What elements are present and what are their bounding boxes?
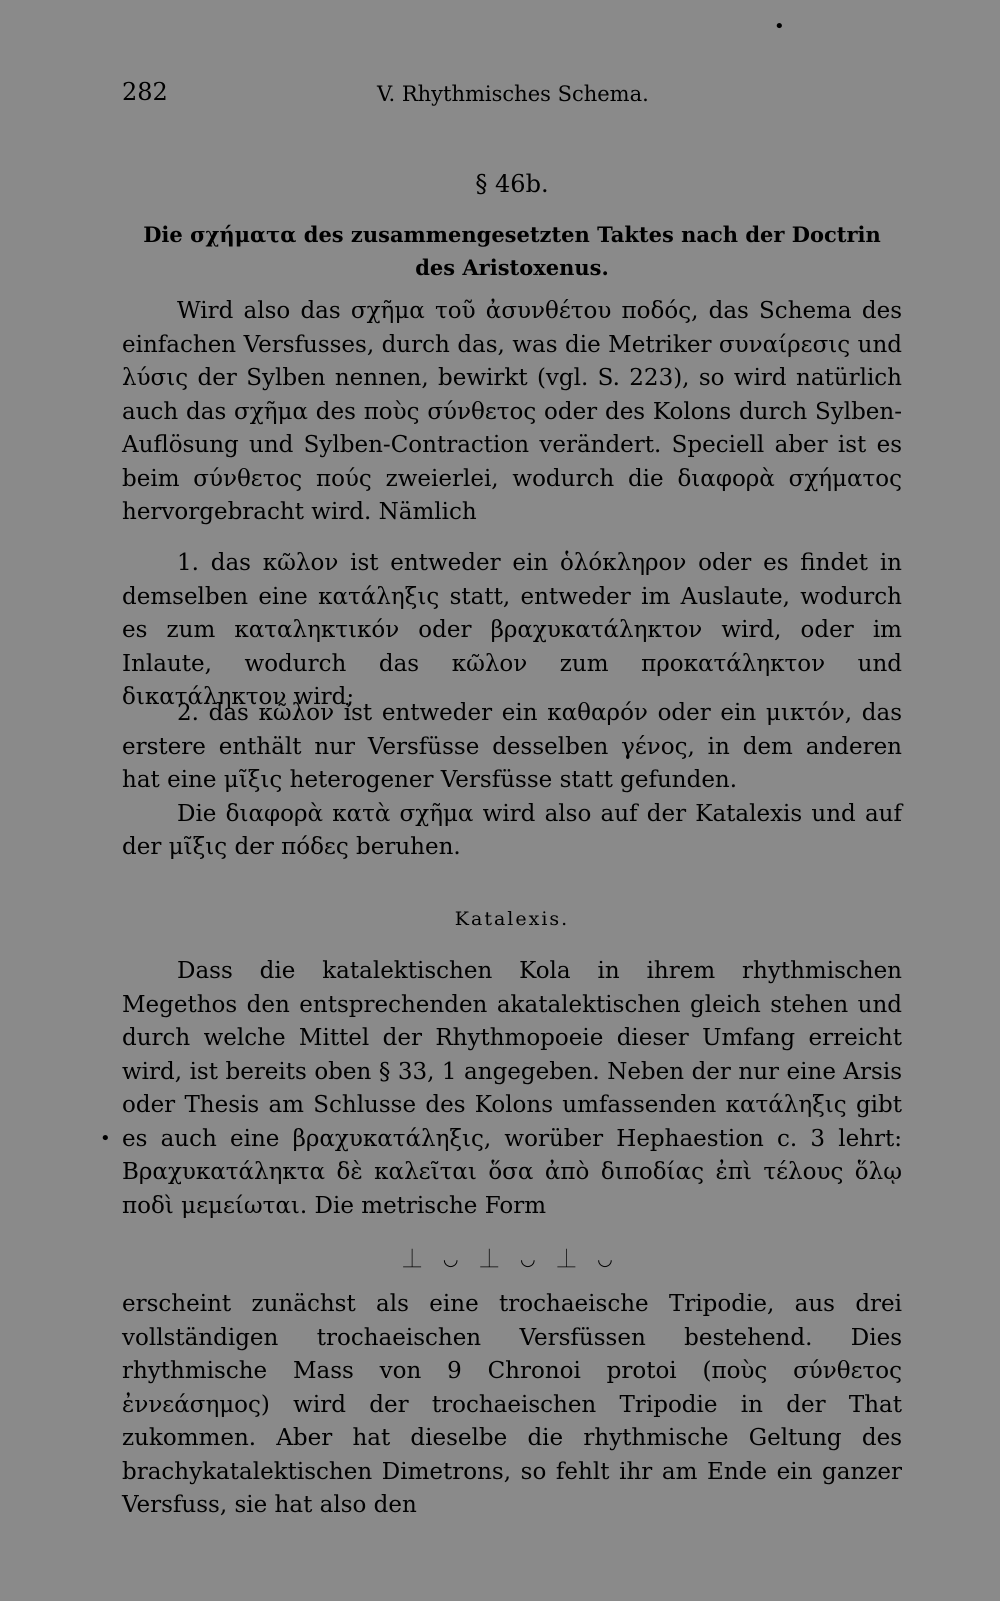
section-number: § 46b. — [475, 170, 549, 198]
paragraph-5: Dass die katalektischen Kola in ihrem rhythmischen Megethos den entsprechenden akatalektischen gleich stehen und durch welche Mittel der Rhythmopoeie dieser Umfang erreicht wird, ist bereits oben § 33, 1 angegeben. Neben der nur eine Arsis oder Thesis am Schlusse des Kolons umfassenden κατάληξις gibt es auch eine βραχυκατάληξις, worüber Hephaestion c. 3 lehrt: Βραχυκατάληκτα δὲ καλεῖται ὅσα ἀπὸ διποδίας ἐπὶ τέλους ὅλῳ ποδὶ μεμείωται. Die metrische Form — [122, 958, 902, 1219]
paragraph-4: Die διαφορὰ κατὰ σχῆμα wird also auf der Katalexis und auf der μῖξις der πόδες beruhen. — [122, 800, 902, 860]
text-block-4 — [122, 955, 902, 1223]
paragraph-3: 2. das κῶλον ist entweder ein καθαρόν oder ein μικτόν, das erstere enthält nur Versfüsse desselben γένος, in dem anderen hat eine μῖξις heterogener Versfüsse statt gefunden. — [122, 700, 902, 793]
paragraph-2: 1. das κῶλον ist entweder ein ὁλόκληρον oder es findet in demselben eine κατάληξις statt, entweder im Auslaute, wodurch es zum καταληκτικόν oder βραχυκατάληκτον wird, oder im Inlaute, wodurch das κῶλον zum προκατάληκτον und δικατάληκτον wird; — [122, 550, 902, 710]
paragraph-1: Wird also das σχῆμα τοῦ ἀσυνθέτου ποδός, das Schema des einfachen Versfusses, durch das, was die Metriker συναίρεσις und λύσις der Sylben nennen, bewirkt (vgl. S. 223), so wird natürlich auch das σχῆμα des ποὺς σύνθετος oder des Kolons durch Sylben-Auflösung und Sylben-Contraction verändert. Speciell aber ist es beim σύνθετος πούς zweierlei, wodurch die διαφορὰ σχήματος hervorgebracht wird. Nämlich — [122, 298, 902, 525]
page-number: 282 — [122, 78, 168, 106]
ink-speck: • — [100, 1128, 111, 1149]
text-block-1 — [122, 295, 902, 530]
running-title: V. Rhythmisches Schema. — [377, 82, 649, 106]
text-block-5 — [122, 1288, 902, 1523]
text-block-2 — [122, 547, 902, 715]
text-block-3 — [122, 697, 902, 865]
ink-speck: • — [774, 16, 785, 37]
section-title: Die σχήματα des zusammengesetzten Taktes nach der Doctrin des Aristoxenus. — [143, 222, 881, 280]
subheading: Katalexis. — [454, 908, 570, 930]
paragraph-6: erscheint zunächst als eine trochaeische Tripodie, aus drei vollständigen trochaeischen Versfüssen bestehend. Dies rhythmische Mass von 9 Chronoi protoi (ποὺς σύνθετος ἐννεάσημος) wird der trochaeischen Tripodie in der That zukommen. Aber hat dieselbe die rhythmische Geltung des brachykatalektischen Dimetrons, so fehlt ihr am Ende ein ganzer Versfuss, sie hat also den — [122, 1291, 902, 1518]
metrical-scheme: ⏊ ◡ ⏊ ◡ ⏊ ◡ — [403, 1249, 621, 1270]
